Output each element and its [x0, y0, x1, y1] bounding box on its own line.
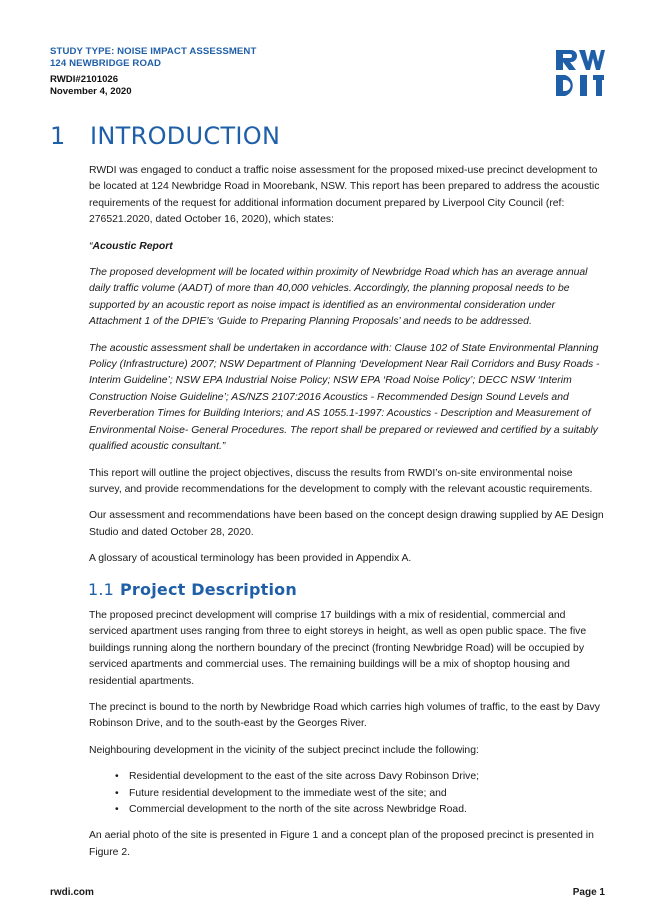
intro-paragraph: RWDI was engaged to conduct a traffic noise assessment for the proposed mixed-use precinct development to be located at 124 Newbridge Road in Moorebank, NSW. This report has been prepared to address the acoustic requirements of the request for additional information document prepared by Liverpool City Council (ref: 276521.2020, dated October 16, 2020), which states: — [89, 165, 600, 226]
subsection-number: 1.1 — [88, 579, 115, 599]
body-paragraph: Neighbouring development in the vicinity of the subject precinct include the following: — [89, 744, 479, 756]
quote-heading-text: Acoustic Report — [92, 240, 173, 252]
list-item: • Future residential development to the immediate west of the site; and — [129, 786, 604, 802]
section-title: INTRODUCTION — [90, 122, 281, 150]
report-date: November 4, 2020 — [50, 86, 132, 97]
document-header — [50, 46, 610, 98]
bullet-list — [89, 769, 604, 818]
section-number: 1 — [50, 122, 66, 150]
body-paragraph: This report will outline the project objectives, discuss the results from RWDI’s on-site environmental noise survey, and provide recommendations for the development to comply with the relevant acoustic requirements. — [89, 467, 593, 495]
body-paragraph: Our assessment and recommendations have been based on the concept design drawing supplied by AE Design Studio and dated October 28, 2020. — [89, 510, 604, 538]
body-paragraph: An aerial photo of the site is presented in Figure 1 and a concept plan of the proposed precinct is presented in Figure 2. — [89, 830, 594, 858]
quote-paragraph: The acoustic assessment shall be undertaken in accordance with: Clause 102 of State Environmental Planning Policy (Infrastructure) 2007; NSW Department of Planning ‘Development Near Rail Corridors and Busy Roads - Interim Guideline’; NSW EPA Industrial Noise Policy; NSW EPA ‘Road Noise Policy’; DECC NSW ‘Interim Construction Noise Guideline’; AS/NZS 2107:2016 Acoustics - Recommended Design Sound Levels and Reverberation Times for Building Interiors; and AS 1055.1-1997: Acoustics - Description and Measurement of Environmental Noise- General Procedures. The report shall be prepared or reviewed and certified by a suitably qualified acoustic consultant.” — [89, 342, 600, 453]
website-link[interactable]: rwdi.com — [50, 887, 94, 898]
list-item: • Residential development to the east of the site across Davy Robinson Drive; — [129, 769, 604, 785]
study-type: STUDY TYPE: NOISE IMPACT ASSESSMENT — [50, 46, 257, 57]
body-paragraph: The precinct is bound to the north by Newbridge Road which carries high volumes of traffic, to the east by Davy Robinson Drive, and to the south-east by the Georges River. — [89, 701, 600, 730]
page-number: Page 1 — [572, 887, 605, 898]
quote-open-mark: “ — [89, 240, 93, 252]
quote-heading — [89, 239, 604, 255]
body-content — [89, 163, 604, 871]
quote-paragraph: The proposed development will be located within proximity of Newbridge Road which has an average annual daily traffic volume (AADT) of more than 40,000 vehicles. Accordingly, the planning proposal needs to be supported by an acoustic report as noise impact is identified as an environmental consideration under Attachment 1 of the DPIE’s ‘Guide to Preparing Planning Proposals’ and needs to be addressed. — [89, 267, 588, 328]
body-paragraph: The proposed precinct development will comprise 17 buildings with a mix of residential, commercial and serviced apartment uses ranging from three to eight storeys in height, as well as open public space. The five buildings running along the northern boundary of the precinct (fronting Newbridge Road) will be occupied by serviced apartments and commercial uses. The remaining buildings will be a mix of shoptop housing and residential apartments. — [89, 609, 587, 687]
body-paragraph: A glossary of acoustical terminology has been provided in Appendix A. — [89, 553, 412, 565]
section-heading — [50, 122, 610, 150]
list-item: • Commercial development to the north of the site across Newbridge Road. — [129, 802, 604, 818]
subsection-heading — [88, 579, 604, 599]
rwdi-logo — [555, 49, 605, 97]
project-address: 124 NEWBRIDGE ROAD — [50, 58, 162, 69]
page-footer — [50, 887, 605, 898]
subsection-title: Project Description — [120, 579, 297, 599]
project-number: RWDI#2101026 — [50, 74, 119, 85]
